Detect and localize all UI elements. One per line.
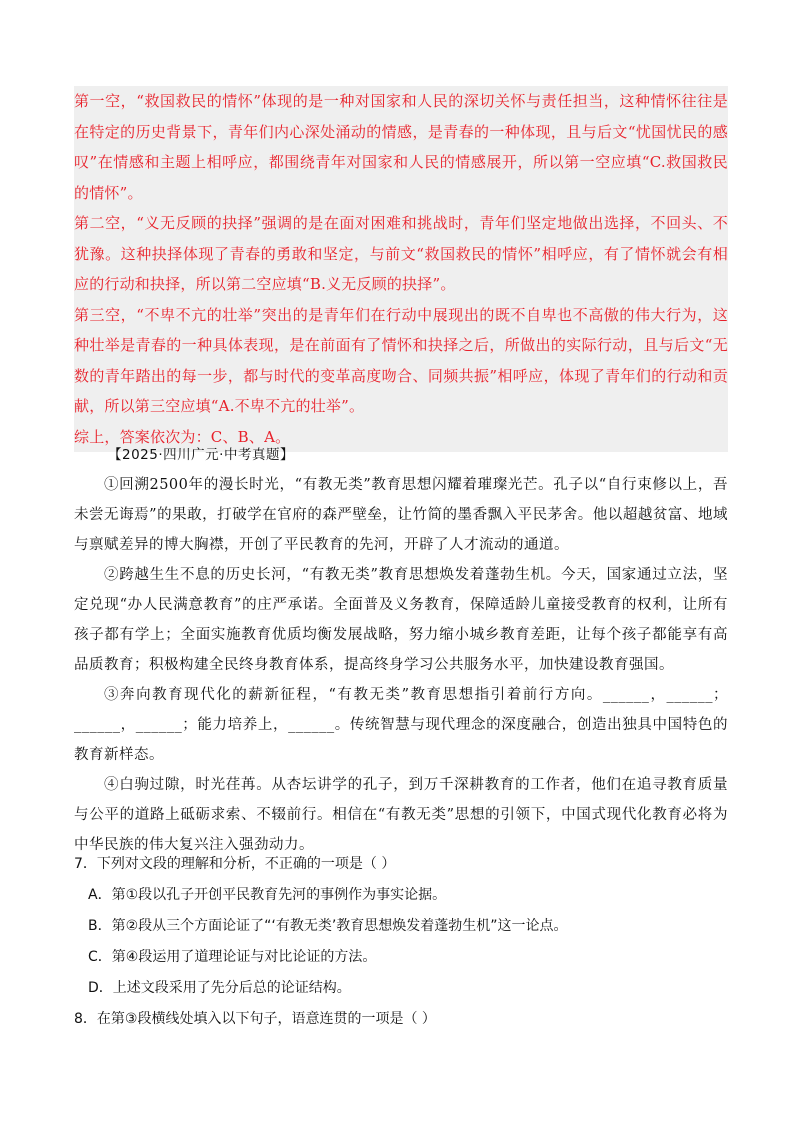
question-7-option-d: D．上述文段采用了先分后总的论证结构。	[88, 980, 351, 996]
passage-paragraph-4: ④白驹过隙，时光荏苒。从杏坛讲学的孔子，到万千深耕教育的工作者，他们在追寻教育质量与公平的道路上砥砺求索、不辍前行。相信在“有教无类”思想的引领下，中国式现代化教育必将为中华民族的伟大复兴注入强劲动力。	[74, 777, 728, 853]
answer-paragraph-2: 第二空，“义无反顾的抉择”强调的是在面对困难和挑战时，青年们坚定地做出选择，不回头、不犹豫。这种抉择体现了青春的勇敢和坚定，与前文“救国救民的情怀”相呼应，有了情怀就会有相应的行动和抉择，所以第二空应填“B.义无反顾的抉择”。	[74, 214, 728, 293]
question-7-option-a: A．第①段以孔子开创平民教育先河的事例作为事实论据。	[88, 887, 447, 903]
passage-paragraph-2: ②跨越生生不息的历史长河，“有教无类”教育思想焕发着蓬勃生机。今天，国家通过立法，坚定兑现“办人民满意教育”的庄严承诺。全面普及义务教育，保障适龄儿童接受教育的权利，让所有孩子都有学上；全面实施教育优质均衡发展战略，努力缩小城乡教育差距，让每个孩子都能享有高品质教育；积极构建全民终身教育体系，提高终身学习公共服务水平，加快建设教育强国。	[74, 567, 728, 673]
question-7-option-c: C．第④段运用了道理论证与对比论证的方法。	[88, 949, 377, 965]
question-7-option-b: B．第②段从三个方面论证了“‘有教无类’教育思想焕发着蓬勃生机”这一论点。	[88, 918, 568, 934]
answer-paragraph-3: 第三空，“不卑不亢的壮举”突出的是青年们在行动中展现出的既不自卑也不高傲的伟大行为，这种壮举是青春的一种具体表现，是在前面有了情怀和抉择之后，所做出的实际行动，且与后文“无数的青年踏出的每一步，都与时代的变革高度吻合、同频共振”相呼应，体现了青年们的行动和贡献，所以第三空应填“A.不卑不亢的壮举”。	[74, 305, 728, 415]
passage-source: 【2025·四川广元·中考真题】	[108, 447, 294, 463]
answer-paragraph-1: 第一空，“救国救民的情怀”体现的是一种对国家和人民的深切关怀与责任担当，这种情怀往往是在特定的历史背景下，青年们内心深处涌动的情感，是青春的一种体现，且与后文“忧国忧民的感叹”在情感和主题上相呼应，都围绕青年对国家和人民的情感展开，所以第一空应填“C.救国救民的情怀”。	[74, 92, 728, 202]
question-list	[74, 849, 728, 1035]
passage-paragraph-1: ①回溯2500年的漫长时光，“有教无类”教育思想闪耀着璀璨光芒。孔子以“自行束修以上，吾未尝无诲焉”的果敢，打破学在官府的森严壁垒，让竹简的墨香飘入平民茅舍。他以超越贫富、地域与禀赋差异的博大胸襟，开创了平民教育的先河，开辟了人才流动的通道。	[74, 477, 728, 553]
answer-explanation	[74, 86, 728, 452]
question-8: 8．在第③段横线处填入以下句子，语意连贯的一项是（ ）	[74, 1011, 436, 1027]
answer-summary: 综上，答案依次为：C、B、A。	[74, 427, 291, 446]
reading-passage	[74, 440, 728, 860]
passage-paragraph-3: ③奔向教育现代化的薪新征程，“有教无类”教育思想指引着前行方向。______，______；______，______；能力培养上，______。传统智慧与现代理念的深度融合，创造出独具中国特色的教育新样态。	[74, 687, 728, 763]
question-7: 7．下列对文段的理解和分析，不正确的一项是（ ）	[74, 856, 396, 872]
